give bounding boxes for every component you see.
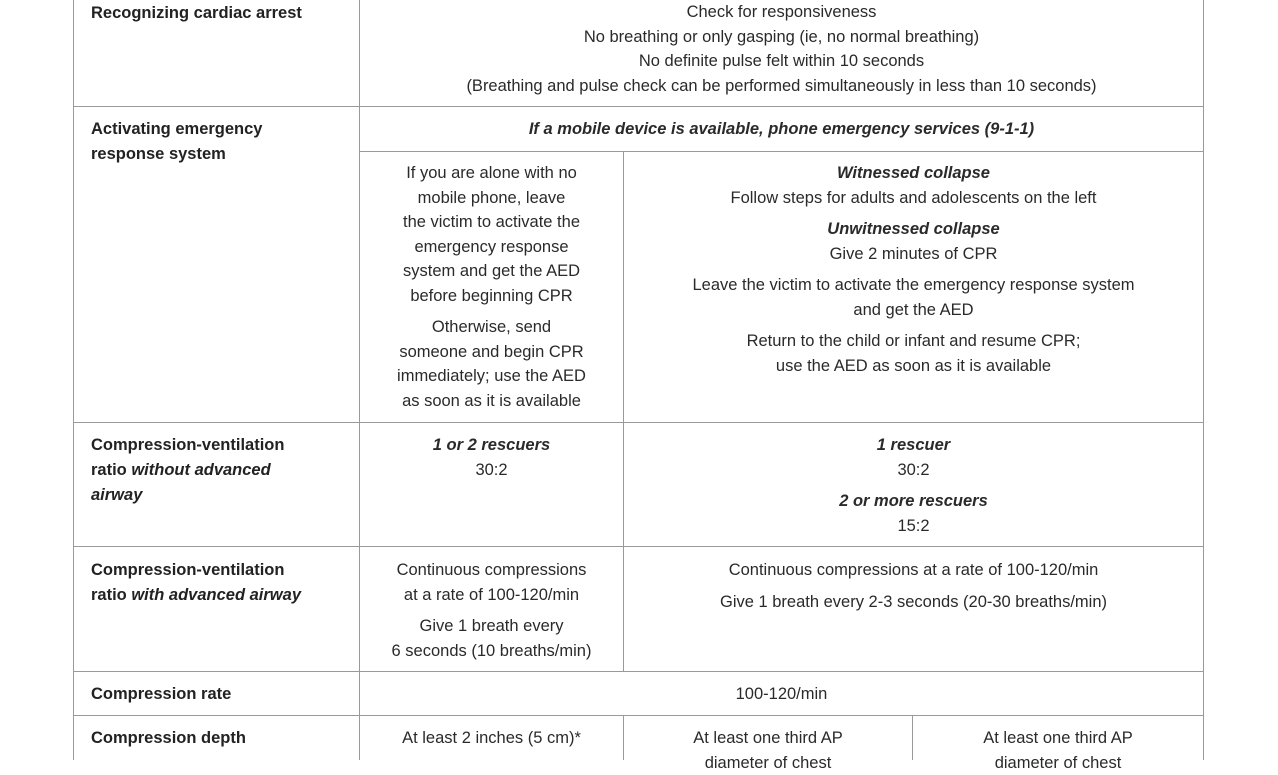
unwitnessed-collapse-text: Give 2 minutes of CPR bbox=[624, 242, 1203, 267]
ratio-no-airway-label-plain: ratio bbox=[91, 461, 131, 479]
ratio-no-airway-adult-cell bbox=[360, 433, 623, 482]
activating-adult-line: immediately; use the AED bbox=[360, 364, 623, 389]
witnessed-collapse-text: Follow steps for adults and adolescents on the left bbox=[624, 186, 1203, 211]
ratio-airway-child-line: Continuous compressions at a rate of 100-120/min bbox=[624, 558, 1203, 583]
recognizing-content bbox=[360, 0, 1203, 98]
recognizing-line: (Breathing and pulse check can be performed simultaneously in less than 10 seconds) bbox=[360, 74, 1203, 99]
rate-value-cell bbox=[360, 682, 1203, 707]
witnessed-collapse-title: Witnessed collapse bbox=[624, 161, 1203, 186]
ratio-no-airway-label-line: Compression-ventilation bbox=[91, 433, 356, 458]
activating-header-text: If a mobile device is available, phone emergency services (9-1-1) bbox=[529, 120, 1034, 138]
rescuers-title: 1 rescuer bbox=[624, 433, 1203, 458]
depth-label: Compression depth bbox=[91, 729, 246, 747]
row-label-rate bbox=[91, 682, 351, 707]
ratio-value: 30:2 bbox=[360, 458, 623, 483]
row-label-ratio-no-airway bbox=[91, 433, 356, 508]
row-divider-3 bbox=[73, 546, 1204, 547]
activating-header bbox=[360, 117, 1203, 142]
ratio-no-airway-label-line bbox=[91, 458, 356, 483]
ratio-no-airway-label-italic: airway bbox=[91, 483, 356, 508]
activating-child-cell bbox=[624, 161, 1203, 378]
activating-adult-line: system and get the AED bbox=[360, 259, 623, 284]
rescuers-title: 1 or 2 rescuers bbox=[360, 433, 623, 458]
activating-label-line: Activating emergency bbox=[91, 117, 351, 142]
rate-label: Compression rate bbox=[91, 685, 231, 703]
activating-adult-line: If you are alone with no bbox=[360, 161, 623, 186]
activating-adult-cell bbox=[360, 161, 623, 413]
row-divider-1 bbox=[73, 106, 1204, 107]
unwitnessed-return-line: use the AED as soon as it is available bbox=[624, 354, 1203, 379]
depth-infant-cell bbox=[913, 726, 1203, 775]
recognizing-line: Check for responsiveness bbox=[360, 0, 1203, 25]
table-border-right bbox=[1203, 0, 1204, 760]
rescuers-title: 2 or more rescuers bbox=[624, 489, 1203, 514]
depth-child-cell bbox=[624, 726, 912, 775]
row-label-activating bbox=[91, 117, 351, 167]
recognizing-label: Recognizing cardiac arrest bbox=[91, 4, 302, 22]
ratio-airway-label-line: Compression-ventilation bbox=[91, 558, 356, 583]
activating-adult-line: Otherwise, send bbox=[360, 315, 623, 340]
row-divider-5 bbox=[73, 715, 1204, 716]
activating-adult-line: someone and begin CPR bbox=[360, 340, 623, 365]
ratio-airway-adult-cell bbox=[360, 558, 623, 663]
row-divider-4 bbox=[73, 671, 1204, 672]
depth-child-line: At least one third AP bbox=[624, 726, 912, 751]
activating-adult-line: before beginning CPR bbox=[360, 284, 623, 309]
ratio-value: 15:2 bbox=[624, 514, 1203, 539]
depth-adult-value: At least 2 inches (5 cm)* bbox=[402, 729, 581, 747]
row-divider-2 bbox=[73, 422, 1204, 423]
depth-infant-line: diameter of chest bbox=[913, 751, 1203, 775]
ratio-airway-child-cell bbox=[624, 558, 1203, 614]
recognizing-line: No breathing or only gasping (ie, no normal breathing) bbox=[360, 25, 1203, 50]
depth-infant-line: At least one third AP bbox=[913, 726, 1203, 751]
activating-label-line: response system bbox=[91, 142, 351, 167]
unwitnessed-leave-line: Leave the victim to activate the emergency response system bbox=[624, 273, 1203, 298]
depth-adult-cell bbox=[360, 726, 623, 751]
recognizing-line: No definite pulse felt within 10 seconds bbox=[360, 49, 1203, 74]
row-label-depth bbox=[91, 726, 351, 751]
activating-adult-line: mobile phone, leave bbox=[360, 186, 623, 211]
unwitnessed-return-line: Return to the child or infant and resume CPR; bbox=[624, 329, 1203, 354]
ratio-airway-adult-line: Continuous compressions bbox=[360, 558, 623, 583]
row-label-ratio-airway bbox=[91, 558, 356, 608]
ratio-no-airway-label-italic: without advanced bbox=[131, 461, 270, 479]
ratio-airway-adult-line: Give 1 breath every bbox=[360, 614, 623, 639]
activation-header-divider bbox=[359, 151, 1204, 152]
ratio-no-airway-child-cell bbox=[624, 433, 1203, 538]
row-label-recognizing bbox=[91, 1, 351, 26]
activating-adult-line: emergency response bbox=[360, 235, 623, 260]
ratio-airway-adult-line: 6 seconds (10 breaths/min) bbox=[360, 639, 623, 664]
depth-child-line: diameter of chest bbox=[624, 751, 912, 775]
ratio-airway-label-plain: ratio bbox=[91, 586, 131, 604]
ratio-value: 30:2 bbox=[624, 458, 1203, 483]
activating-adult-line: as soon as it is available bbox=[360, 389, 623, 414]
rate-value: 100-120/min bbox=[736, 685, 828, 703]
ratio-airway-adult-line: at a rate of 100-120/min bbox=[360, 583, 623, 608]
ratio-airway-label-italic: with advanced airway bbox=[131, 586, 301, 604]
ratio-airway-child-line: Give 1 breath every 2-3 seconds (20-30 breaths/min) bbox=[624, 590, 1203, 615]
unwitnessed-collapse-title: Unwitnessed collapse bbox=[624, 217, 1203, 242]
ratio-airway-label-line bbox=[91, 583, 356, 608]
unwitnessed-leave-line: and get the AED bbox=[624, 298, 1203, 323]
activating-adult-line: the victim to activate the bbox=[360, 210, 623, 235]
table-border-left bbox=[73, 0, 74, 760]
